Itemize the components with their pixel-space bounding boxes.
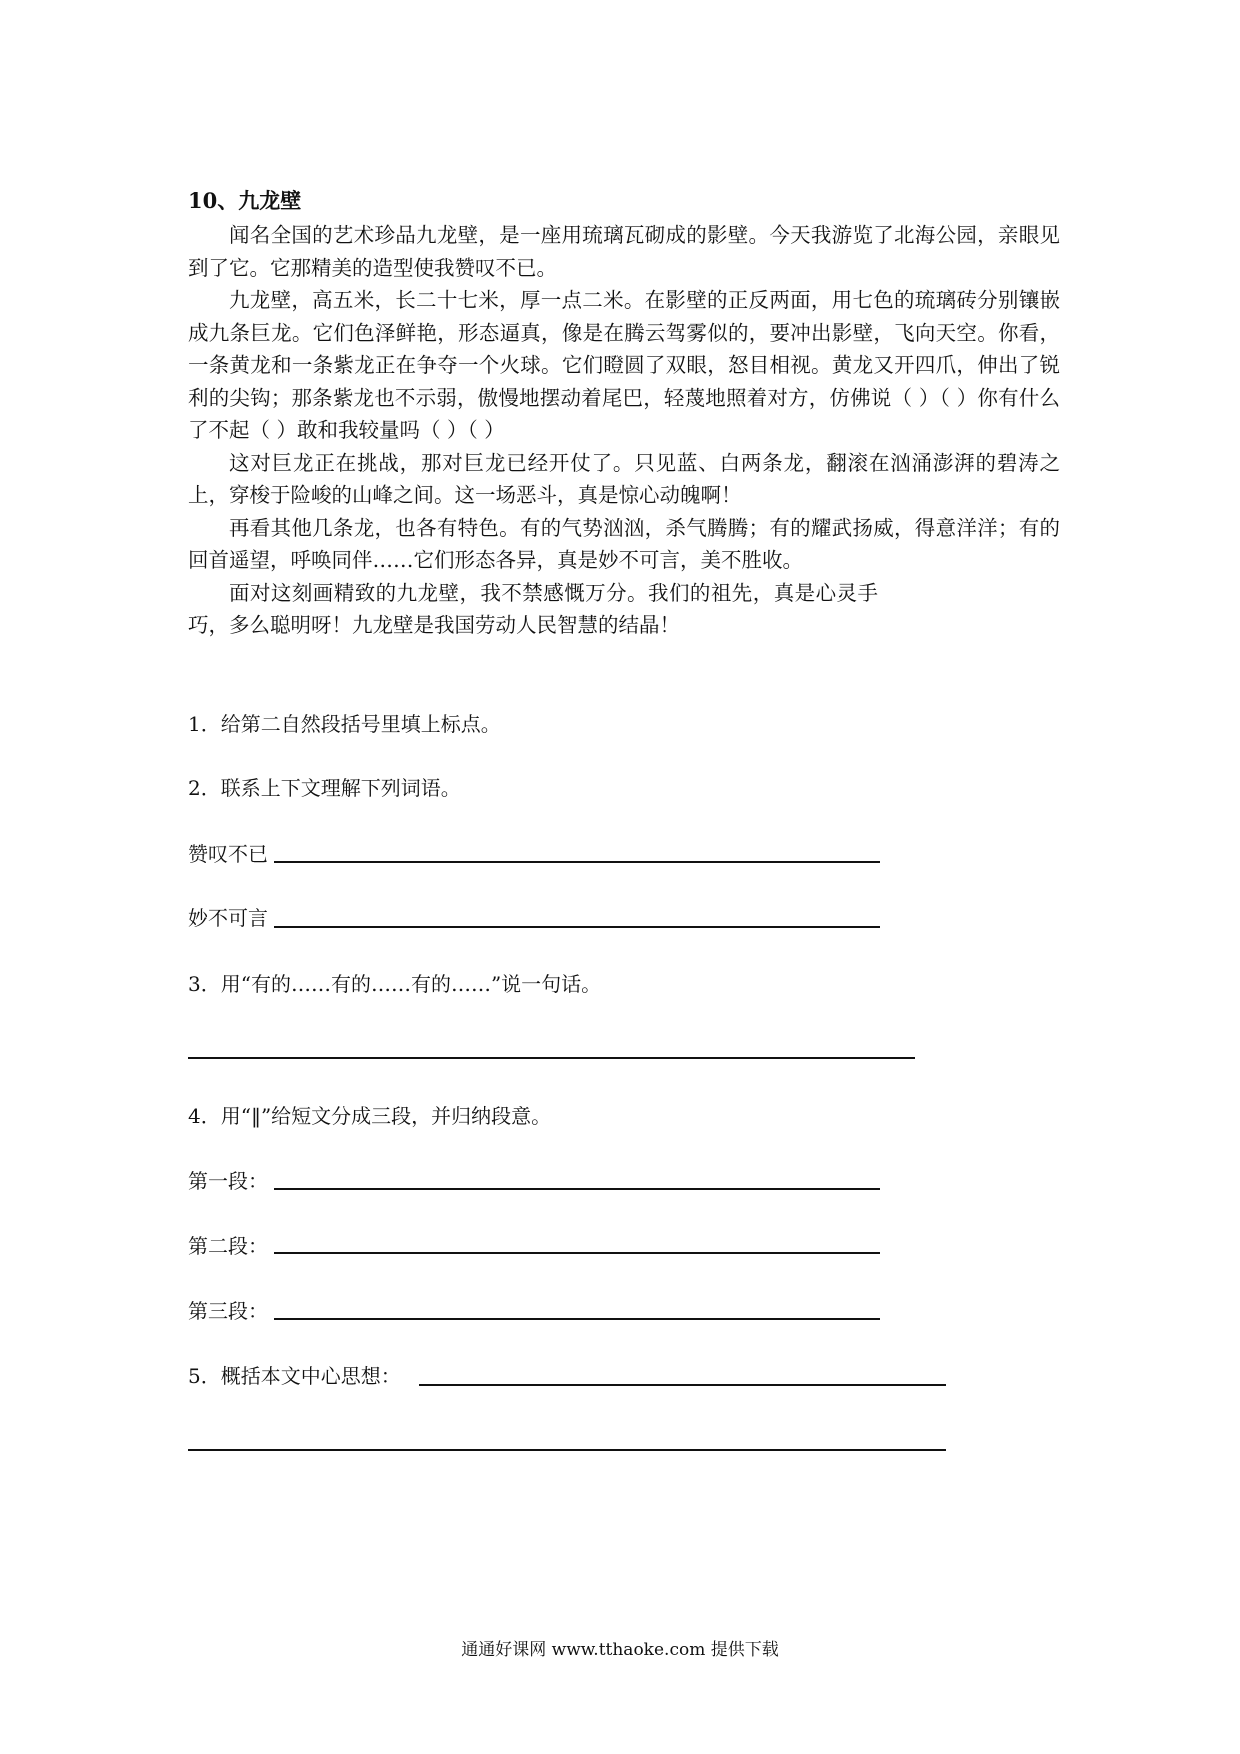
section-2-label: 第二段： [188, 1234, 268, 1258]
question-5: 5．概括本文中心思想： [188, 1364, 401, 1388]
vocab-word-2: 妙不可言 [188, 906, 268, 930]
section-3-answer-line[interactable] [274, 1318, 880, 1320]
footer-credit: 通通好课网 www.tthaoke.com 提供下载 [461, 1640, 779, 1660]
passage-paragraph-3: 这对巨龙正在挑战，那对巨龙已经开仗了。只见蓝、白两条龙，翻滚在汹涌澎湃的碧涛之上，穿梭于险峻的山峰之间。这一场恶斗，真是惊心动魄啊！ [188, 450, 1060, 507]
section-3-label: 第三段： [188, 1299, 268, 1323]
section-1-answer-line[interactable] [274, 1188, 880, 1190]
question-3: 3．用“有的……有的……有的……”说一句话。 [188, 972, 602, 996]
sentence-answer-line[interactable] [188, 1057, 915, 1059]
passage-paragraph-5: 面对这刻画精致的九龙壁，我不禁感慨万分。我们的祖先，真是心灵手巧，多么聪明呀！九龙壁是我国劳动人民智慧的结晶！ [188, 580, 878, 637]
main-idea-answer-line-1[interactable] [419, 1384, 946, 1386]
passage-title: 10、九龙壁 [188, 188, 302, 213]
vocab-answer-line-2[interactable] [274, 926, 880, 928]
section-1-label: 第一段： [188, 1169, 268, 1193]
passage-paragraph-1: 闻名全国的艺术珍品九龙壁，是一座用琉璃瓦砌成的影壁。今天我游览了北海公园，亲眼见到了它。它那精美的造型使我赞叹不已。 [188, 223, 1060, 280]
question-1: 1．给第二自然段括号里填上标点。 [188, 712, 501, 736]
passage-paragraph-4: 再看其他几条龙，也各有特色。有的气势汹汹，杀气腾腾；有的耀武扬威，得意洋洋；有的回首遥望，呼唤同伴……它们形态各异，真是妙不可言，美不胜收。 [188, 515, 1060, 572]
main-idea-answer-line-2[interactable] [188, 1449, 946, 1451]
reading-passage [188, 219, 1060, 642]
passage-paragraph-2: 九龙壁，高五米，长二十七米，厚一点二米。在影壁的正反两面，用七色的琉璃砖分别镶嵌成九条巨龙。它们色泽鲜艳，形态逼真，像是在腾云驾雾似的，要冲出影壁，飞向天空。你看，一条黄龙和一条紫龙正在争夺一个火球。它们瞪圆了双眼，怒目相视。黄龙又开四爪，伸出了锐利的尖钩；那条紫龙也不示弱，傲慢地摆动着尾巴，轻蔑地照着对方，仿佛说（ ）（ ）你有什么了不起（ ）敢和我较量吗（ ）（ ） [188, 288, 1060, 442]
vocab-answer-line-1[interactable] [274, 861, 880, 863]
question-4: 4．用“‖”给短文分成三段，并归纳段意。 [188, 1104, 552, 1128]
question-2: 2．联系上下文理解下列词语。 [188, 776, 461, 800]
section-2-answer-line[interactable] [274, 1252, 880, 1254]
vocab-word-1: 赞叹不已 [188, 842, 268, 866]
